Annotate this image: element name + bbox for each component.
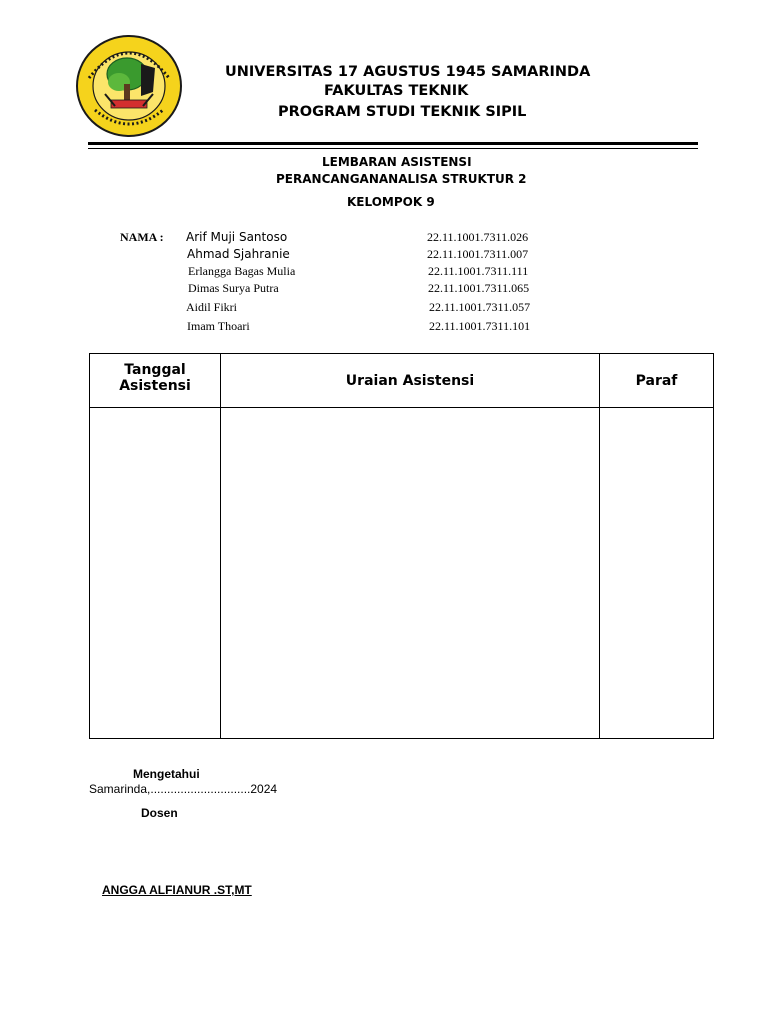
column-header-date [90,354,221,408]
lecturer-name: ANGGA ALFIANUR .ST,MT [102,883,252,897]
column-header-signature: Paraf [600,354,714,408]
member-name: Arif Muji Santoso [186,230,288,244]
member-nim: 22.11.1001.7311.026 [427,230,529,244]
column-header-date-line1: Tanggal [124,361,186,378]
member-nim: 22.11.1001.7311.057 [429,300,531,314]
member-nim: 22.11.1001.7311.065 [428,281,530,295]
acknowledged-label: Mengetahui [133,767,200,781]
date-cell [90,408,221,739]
signature-cell [600,408,714,739]
description-cell [221,408,600,739]
document-title: LEMBARAN ASISTENSI [322,155,472,169]
member-name: Dimas Surya Putra [188,281,279,295]
faculty-name: FAKULTAS TEKNIK [324,83,469,99]
header-divider-thick [88,142,698,145]
member-nim: 22.11.1001.7311.101 [429,319,531,333]
member-name: Ahmad Sjahranie [187,247,290,261]
member-nim: 22.11.1001.7311.007 [427,247,529,261]
course-title: PERANCANGANANALISA STRUKTUR 2 [276,172,527,186]
header-divider-thin [88,148,698,149]
table-header-row [90,354,714,408]
place-date-line: Samarinda,..............................2024 [89,782,278,796]
group-label: KELOMPOK 9 [347,195,435,209]
program-name: PROGRAM STUDI TEKNIK SIPIL [278,104,527,120]
column-header-date-line2: Asistensi [119,377,191,394]
column-header-description: Uraian Asistensi [221,354,600,408]
assistance-log-table [89,353,714,739]
university-logo-icon [75,34,185,138]
lecturer-label: Dosen [141,806,178,820]
member-name: Erlangga Bagas Mulia [188,264,296,278]
member-nim: 22.11.1001.7311.111 [428,264,529,278]
table-row [90,408,714,739]
member-name: Imam Thoari [187,319,250,333]
members-label: NAMA : [120,230,164,244]
university-name: UNIVERSITAS 17 AGUSTUS 1945 SAMARINDA [225,64,591,80]
member-name: Aidil Fikri [186,300,238,314]
